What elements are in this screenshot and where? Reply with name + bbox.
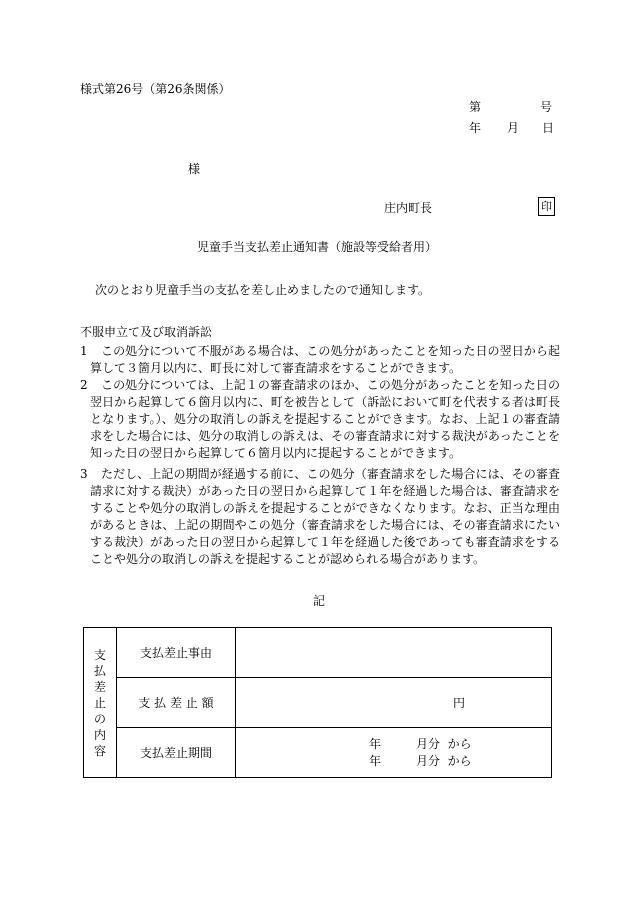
period-month: 月分 xyxy=(416,736,441,751)
appeal-item-number: 2 xyxy=(80,378,88,392)
side-char: 内 xyxy=(94,727,107,742)
appeal-item-2 xyxy=(80,377,560,462)
appeal-item-number: 3 xyxy=(80,467,88,481)
date-month: 月 xyxy=(507,121,520,135)
ki-marker: 記 xyxy=(313,594,326,608)
number-prefix: 第 xyxy=(469,100,482,114)
addressee-honorific: 様 xyxy=(188,162,201,176)
side-char: の xyxy=(94,711,107,726)
period-year: 年 xyxy=(369,736,382,751)
period-end-row xyxy=(236,753,551,770)
amount-unit: 円 xyxy=(452,696,465,710)
side-char: 差 xyxy=(94,679,107,694)
side-char: 止 xyxy=(94,695,107,710)
side-char: 容 xyxy=(94,743,107,758)
appeal-heading: 不服申立て及び取消訴訟 xyxy=(80,325,213,339)
reason-value xyxy=(236,628,552,678)
seal-box: 印 xyxy=(538,197,555,216)
period-start-row xyxy=(236,736,551,753)
number-suffix: 号 xyxy=(540,100,553,114)
appeal-item-3 xyxy=(80,466,560,568)
period-from: から xyxy=(447,753,472,768)
detail-table xyxy=(83,627,552,778)
amount-value xyxy=(236,678,552,728)
appeal-item-text: この処分については、上記１の審査請求のほか、この処分があったことを知った日の翌日から起算して６箇月以内に、町を被告として（訴訟において町を代表する者は町長となります。）、処分の取消しの訴えを提起することができます。なお、上記１の審査請求をした場合には、処分の取消しの訴えは、その審査請求に対する裁決があったことを知った日の翌日から起算して６箇月以内に提起することができます。 xyxy=(90,378,560,460)
side-char: 支 xyxy=(94,647,107,662)
side-label xyxy=(84,628,117,778)
appeal-item-text: ただし、上記の期間が経過する前に、この処分（審査請求をした場合には、その審査請求に対する裁決）があった日の翌日から起算して１年を経過した場合は、審査請求をすることや処分の取消しの訴えを提起することができなくなります。なお、正当な理由があるときは、上記の期間やこの処分（審査請求をした場合には、その審査請求にたいする裁決）があった日の翌日から起算して１年を経過した後であっても審査請求をすることや処分の取消しの訴えを提起することが認められる場合があります。 xyxy=(90,467,560,566)
document-title: 児童手当支払差止通知書（施設等受給者用） xyxy=(197,240,438,254)
appeal-item-text: この処分について不服がある場合は、この処分があったことを知った日の翌日から起算して３箇月以内に、町長に対して審査請求をすることができます。 xyxy=(90,344,560,375)
period-label: 支払差止期間 xyxy=(117,728,236,778)
form-id: 様式第26号（第26条関係） xyxy=(80,82,231,96)
reason-label: 支払差止事由 xyxy=(117,628,236,678)
intro-text: 次のとおり児童手当の支払を差し止めましたので通知します。 xyxy=(95,283,431,297)
period-value xyxy=(236,728,552,778)
period-from: から xyxy=(447,736,472,751)
appeal-item-number: 1 xyxy=(80,344,88,358)
amount-label: 支 払 差 止 額 xyxy=(117,678,236,728)
date-year: 年 xyxy=(469,121,482,135)
period-year: 年 xyxy=(369,753,382,768)
side-char: 払 xyxy=(94,663,107,678)
sender-name: 庄内町長 xyxy=(384,201,433,215)
period-month: 月分 xyxy=(416,753,441,768)
date-day: 日 xyxy=(542,121,555,135)
appeal-item-1 xyxy=(80,343,560,377)
